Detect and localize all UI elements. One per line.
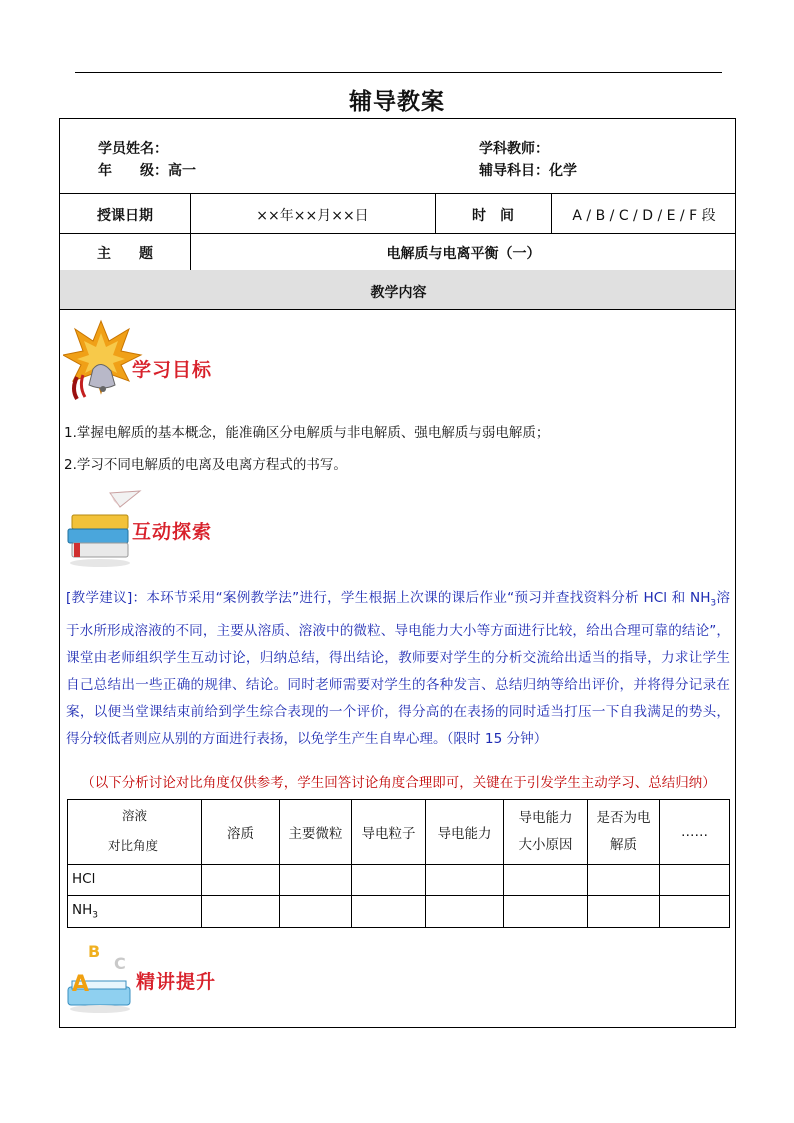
table-cell [588,896,660,928]
divider [60,233,735,234]
subject-label: 辅导科目：化学 [479,163,577,179]
table-cell [588,865,660,896]
table-cell [202,865,280,896]
section-title-goals: 学习目标 [132,359,213,381]
topic-label: 主 题 [97,246,153,262]
table-cell [660,865,730,896]
table-cell [202,896,280,928]
svg-text:A: A [72,972,90,997]
column-header: 是否为电 解质 [588,800,660,865]
content-header: 教学内容 [370,285,427,301]
table-cell [426,865,504,896]
row-label: $NH_3$ [68,896,202,928]
column-header: …… [660,800,730,865]
row-label: HCl [68,865,202,896]
time-value: A / B / C / D / E / F 段 [572,208,716,224]
svg-text:B: B [88,942,101,961]
column-header: 溶质 [202,800,280,865]
table-cell [280,865,352,896]
corner-bottom-label: 对比角度 [108,838,159,853]
section-title-lecture: 精讲提升 [136,971,217,993]
abc-blocks-icon [64,941,136,1015]
comparison-table [67,799,730,928]
section-title-explore: 互动探索 [132,521,213,543]
maple-bell-icon [63,319,143,401]
divider [60,309,735,310]
column-header: 导电能力 大小原因 [504,800,588,865]
svg-text:C: C [114,954,126,973]
column-header: 主要微粒 [280,800,352,865]
lesson-plan-frame [59,118,736,1028]
teacher-label: 学科教师： [479,141,549,157]
grade-value: 高一 [168,163,196,179]
table-row [68,865,730,896]
date-label: 授课日期 [97,208,153,224]
topic-value: 电解质与电离平衡（一） [386,246,541,262]
table-cell [352,865,426,896]
goal-item: 2.学习不同电解质的电离及电离方程式的书写。 [64,457,347,473]
corner-cell [68,800,202,865]
table-cell [280,896,352,928]
divider [60,193,735,194]
student-name-label: 学员姓名： [98,141,168,157]
goal-item: 1.掌握电解质的基本概念，能准确区分电解质与非电解质、强电解质与弱电解质； [64,425,550,441]
corner-top-label: 溶液 [122,808,148,823]
table-cell [660,896,730,928]
table-row [68,896,730,928]
date-value: ××年××月××日 [256,208,369,224]
table-cell [352,896,426,928]
teaching-advice: [教学建议]：本环节采用“案例教学法”进行，学生根据上次课的课后作业“预习并查找资料分析 HCl 和 $NH_3$溶于水所形成溶液的不同，主要从溶质、溶液中的微粒、导电能力大小等方面进行比较，给出合理可靠的结论”，课堂由老师组织学生互动讨论，归纳总结，得出结论，教师要对学生的分析交流给出适当的指导，力求让学生自己总结出一些正确的规律、结论。同时老师需要对学生的各种发言、总结归纳等给出评价，并将得分记录在案，以便当堂课结束前给到学生综合表现的一个评价，得分高的在表扬的同时适当打压一下自我满足的势头，得分较低者则应从别的方面进行表扬，以免学生产生自卑心理。（限时 15 分钟） [66,590,731,747]
grade-label: 年 级：高一 [98,163,196,179]
document-title: 辅导教案 [349,89,445,115]
table-cell [504,865,588,896]
table-cell [504,896,588,928]
time-label: 时 间 [472,208,514,224]
column-header: 导电粒子 [352,800,426,865]
column-header: 导电能力 [426,800,504,865]
discussion-hint: （以下分析讨论对比角度仅供参考，学生回答讨论角度合理即可，关键在于引发学生主动学习、总结归纳） [81,775,716,791]
table-cell [426,896,504,928]
subject-value: 化学 [549,163,577,179]
top-rule [75,72,722,73]
